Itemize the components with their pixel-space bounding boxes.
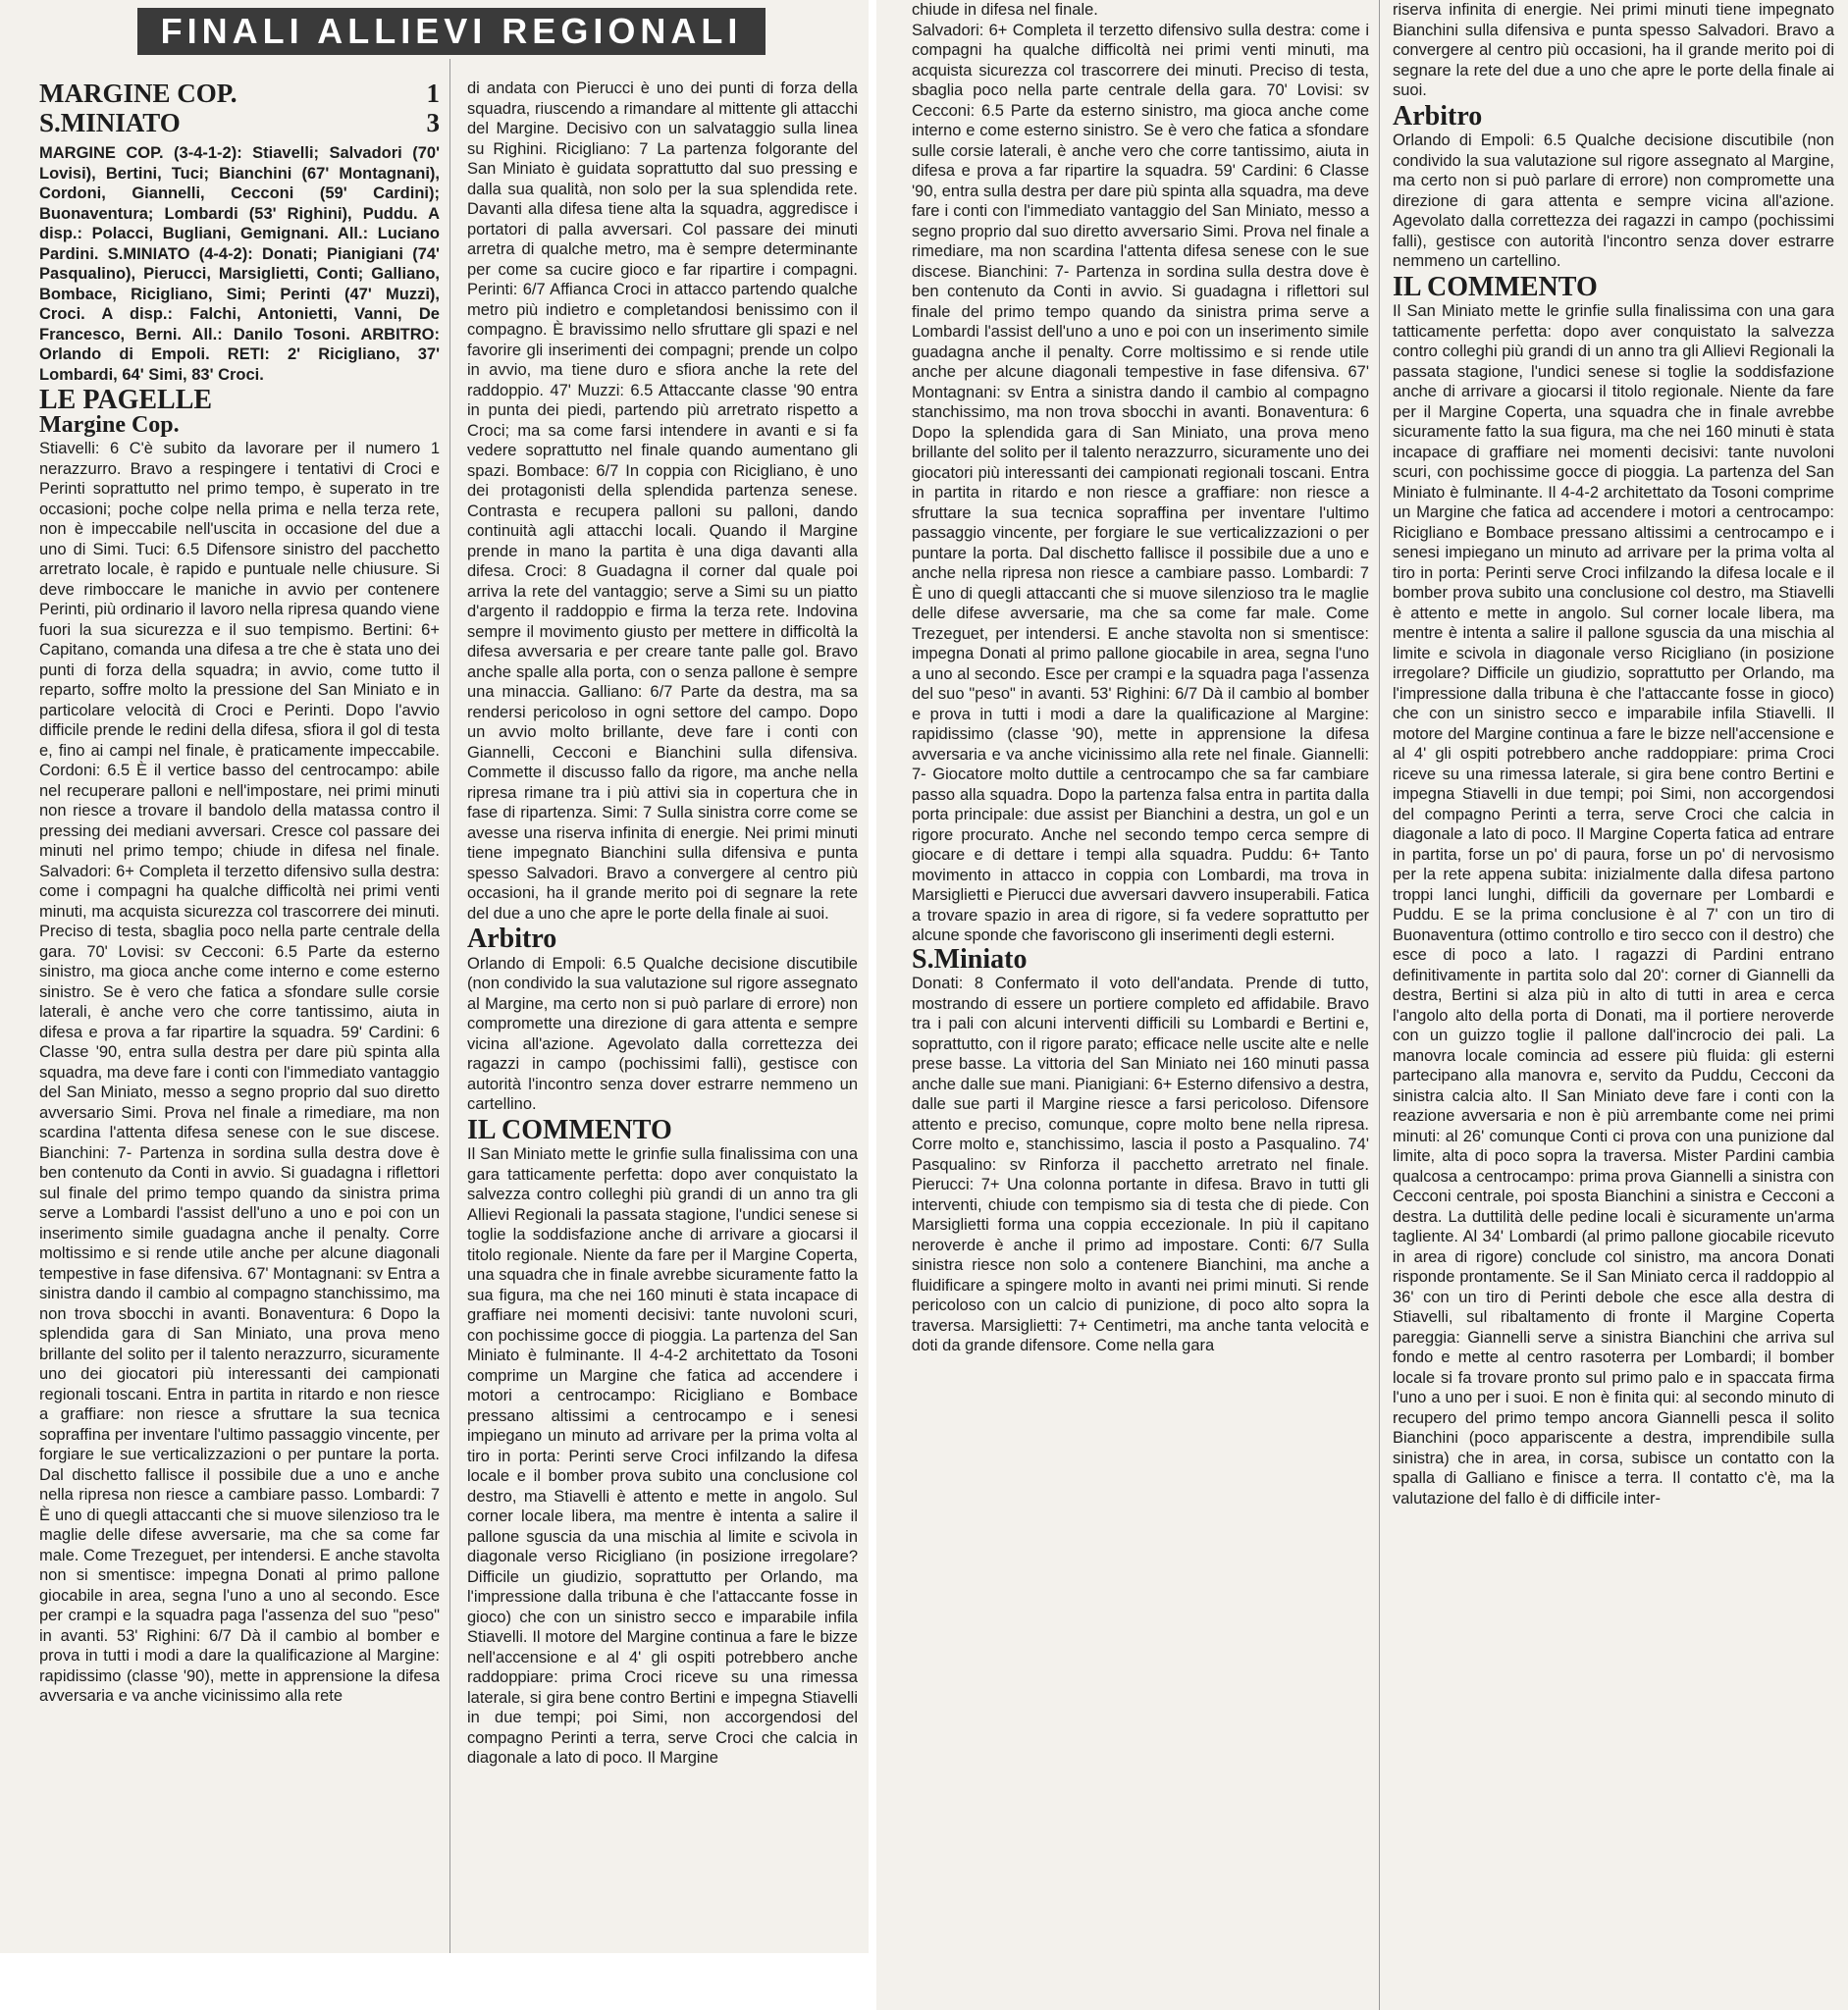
arbitro-text: Orlando di Empoli: 6.5 Qualche decisione discutibile (non condivido la sua valutazione sul rigore assegnato al Margine, ma certo non si può parlare di errore) non compromette una direzione di gara attenta e sempre vicina all'azione. Agevolato dalla correttezza dei ragazzi in campo (pochissimi falli), gestisce con autorità l'incontro senza dover estrarre nemmeno un cartellino.	[1393, 132, 1834, 270]
page-banner: FINALI ALLIEVI REGIONALI	[137, 8, 766, 55]
section-commento-heading: IL COMMENTO	[467, 1114, 672, 1145]
left-column-2	[461, 79, 864, 1769]
left-page-clipping	[0, 0, 869, 1953]
column-divider	[449, 59, 450, 1953]
section-pagelle-heading: LE PAGELLE	[39, 385, 213, 415]
ratings-sminiato-text: Donati: 8 Confermato il voto dell'andata. Prende di tutto, mostrando di essere un portiere completo ed affidabile. Bravo tra i pali con alcuni interventi difficili su Lombardi e Bertini e, soprattutto, con il rigore parato; efficace nelle uscite alte e nelle prese basse. La vittoria del San Miniato nei 160 minuti passa anche dalle sue mani. Pianigiani: 6+ Esterno difensivo a destra, dalle sue parti il Margine riesce a farsi pericoloso. Difensore attento e preciso, comunque, copre molto bene nella ripresa. Corre molto e, stanchissimo, lascia il posto a Pasqualino. 74' Pasqualino: sv Rinforza il pacchetto arretrato nel finale. Pierucci: 7+ Una colonna portante in difesa. Bravo in tutti gli interventi, chiude con tempismo sia di testa che di piede. Con Marsiglietti forma una coppia eccezionale. In più il capitano neroverde è anche il primo ad impostare. Conti: 6/7 Sulla sinistra riesce non solo a contenere Bianchini, ma anche a fluidificare a spingere molto in avanti nei primi minuti. Si rende pericoloso con un calcio di punizione, di poco alto sopra la traversa. Marsiglietti: 7+ Centimetri, ma anche tanta velocità e doti da grande difensore. Come nella gara	[912, 975, 1369, 1354]
score-away	[39, 108, 440, 137]
section-arbitro-heading: Arbitro	[1393, 100, 1483, 132]
arbitro-text: Orlando di Empoli: 6.5 Qualche decisione discutibile (non condivido la sua valutazione sul rigore assegnato al Margine, ma certo non si può parlare di errore) non compromette una direzione di gara attenta e sempre vicina all'azione. Agevolato dalla correttezza dei ragazzi in campo (pochissimi falli), gestisce con autorità l'incontro senza dover estrarre nemmeno un cartellino.	[467, 954, 858, 1113]
continued-text: riserva infinita di energie. Nei primi minuti tiene impegnato Bianchini sulla difensiva e punta spesso Salvadori. Bravo a convergere al centro più occasioni, ha il grande merito poi di segnare la rete del due a uno che apre le porte della finale ai suoi.	[1393, 1, 1834, 99]
column-divider	[1379, 0, 1380, 2010]
ratings-margine-text: Stiavelli: 6 C'è subito da lavorare per il numero 1 nerazzurro. Bravo a respingere i tentativi di Croci e Perinti soprattutto nel primo tempo, è superato in tre occasioni; poche colpe nella prima e nella terza rete, non è impeccabile nell'uscita in occasione del due a uno di Simi. Tuci: 6.5 Difensore sinistro del pacchetto arretrato locale, è rapido e puntuale nelle chiusure. Si deve rimboccare le maniche in avvio per contenere Perinti, più ordinario il lavoro nella ripresa quando viene fuori la sua sicurezza e il suo tempismo. Bertini: 6+ Capitano, comanda una difesa a tre che è stata uno dei punti di forza della squadra; in avvio, come tutto il reparto, soffre molto la pressione del San Miniato e in particolare velocità di Croci e Perinti. Dopo l'avvio difficile prende le redini della difesa, sfiora il gol di testa e, fino ai campi nel finale, è praticamente impeccabile. Cordoni: 6.5 È il vertice basso del centrocampo: abile nel recuperare palloni e nell'impostare, nei primi minuti non riesce a trovare il bandolo della matassa contro il pressing dei mediani avversari. Cresce col passare dei minuti nel primo tempo; chiude in difesa nel finale. Salvadori: 6+ Completa il terzetto difensivo sulla destra: come i compagni ha qualche difficoltà nei primi venti minuti, ma acquista sicurezza col trascorrere dei minuti. Preciso di testa, sbaglia poco nella parte centrale della gara. 70' Lovisi: sv Cecconi: 6.5 Parte da esterno sinistro, ma gioca anche come interno e come esterno sinistro. Se è vero che fatica a sfondare sulle corsie laterali, è anche vero che corre tantissimo, aiuta in difesa e prova a far ripartire la squadra. 59' Cardini: 6 Classe '90, entra sulla destra per dare più spinta alla squadra, ma deve fare i conti con l'immediato vantaggio del San Miniato, messo a segno proprio dal suo diretto avversario Simi. Prova nel finale a rimediare, ma non scardina l'attenta difesa senese con le sue discese. Bianchini: 7- Partenza in sordina sulla destra dove è ben contenuto da Conti in avvio. Si guadagna i riflettori sul finale del primo tempo quando da sinistra prima serve a Lombardi l'assist dell'uno a uno e poi con un inserimento simile guadagna anche il penalty. Corre moltissimo e si rende utile anche per alcune diagonali tempestive in fase difensiva. 67' Montagnani: sv Entra a sinistra dando il cambio al compagno stanchissimo, ma non trova sbocchi in avanti. Bonaventura: 6 Dopo la splendida gara di San Miniato, una prova meno brillante del solito per il talento nerazzurro, sicuramente uno dei giocatori più interessanti dei campionati regionali toscani. Entra in partita in ritardo e non riesce a graffiare: non riesce a sfruttare la sua tecnica sopraffina per inventare l'ultimo passaggio vincente, per forgiare le sue verticalizzazioni o per puntare la porta. Dal dischetto fallisce il possibile due a uno e anche nella ripresa non riesce a cambiare passo. Lombardi: 7 È uno di quegli attaccanti che si muove silenzioso tra le maglie delle difese avversarie, ma che sa come far male. Come Trezeguet, per intendersi. E anche stavolta non si smentisce: impegna Donati al primo pallone giocabile in area, segna l'uno a uno al secondo. Esce per crampi e la squadra paga l'assenza del suo "peso" in avanti. 53' Righini: 6/7 Dà il cambio al bomber e prova in tutti i modi a dare la qualificazione al Margine: rapidissimo (classe '90), mette in apprensione la difesa avversaria e va anche vicinissimo alla rete	[39, 440, 440, 1705]
section-arbitro-heading: Arbitro	[467, 924, 557, 954]
right-column-1	[906, 0, 1375, 1356]
right-column-2	[1387, 0, 1840, 1508]
ratings-sminiato-text: di andata con Pierucci è uno dei punti di forza della squadra, riuscendo a rimandare al mittente gli attacchi del Margine. Decisivo con un salvataggio sulla linea su Righini. Ricigliano: 7 La partenza folgorante del San Miniato è guidata soprattutto dal suo pressing e dalla sua qualità, non solo per la sua splendida rete. Davanti alla difesa tiene alta la squadra, aggredisce i portatori di palla avversari. Col passare dei minuti arretra di qualche metro, ma è sempre determinante per come sa cucire gioco e far ripartire i compagni. Perinti: 6/7 Affianca Croci in attacco partendo qualche metro più indietro e completandosi benissimo con il compagno. È bravissimo nello sfruttare gli spazi e nel favorire gli inserimenti dei compagni; prende un colpo in avvio, ma tiene duro e sfiora anche la rete del raddoppio. 47' Muzzi: 6.5 Attaccante classe '90 entra in punta dei piedi, partendo più arretrato rispetto a Croci; ma sa come farsi intendere in avanti e si fa vedere soprattutto nel finale quando aumentano gli spazi. Bombace: 6/7 In coppia con Ricigliano, è uno dei protagonisti della splendida partenza senese. Contrasta e recupera palloni su palloni, dando continuità agli attacchi locali. Quando il Margine prende in mano la partita è una diga davanti alla difesa. Croci: 8 Guadagna il corner dal quale poi arriva la rete del vantaggio; serve a Simi su un piatto d'argento il raddoppio e firma la terza rete. Indovina sempre il movimento giusto per mettere in difficoltà la difesa avversaria e per creare tante palle gol. Bravo anche spalle alla porta, con o senza pallone è sempre una minaccia. Galliano: 6/7 Parte da destra, ma sa rendersi pericoloso in ogni settore del campo. Dopo un avvio molto brillante, deve fare i conti con Giannelli, Cecconi e Bianchini sulla difensiva. Commette il discusso fallo da rigore, ma anche nella ripresa rimane tra i più attivi sia in copertura che in fase di ripartenza. Simi: 7 Sulla sinistra corre come se avesse una riserva infinita di energie. Nei primi minuti tiene impegnato Bianchini sulla difensiva e punta spesso Salvadori. Bravo a convergere al centro più occasioni, ha il grande merito poi di segnare la rete del due a uno che apre le porte della finale ai suoi.	[467, 79, 858, 923]
away-score: 3	[426, 108, 440, 137]
lineups-text: MARGINE COP. (3-4-1-2): Stiavelli; Salvadori (70' Lovisi), Bertini, Tuci; Bianchini (67' Montagnani), Cordoni, Giannelli, Cecconi (59' Cardini); Buonaventura; Lombardi (53' Righini), Puddu. A disp.: Polacci, Bugliani, Gemignani. All.: Luciano Pardini. S.MINIATO (4-4-2): Donati; Pianigiani (74' Pasqualino), Pierucci, Marsiglietti, Conti; Galliano, Bombace, Ricigliano, Simi; Perinti (47' Muzzi), Croci. A disp.: Falchi, Antonietti, Vanni, De Francesco, Berni. All.: Danilo Tosoni. ARBITRO: Orlando di Empoli. RETI: 2' Ricigliano, 37' Lombardi, 64' Simi, 83' Croci.	[39, 144, 440, 384]
ratings-margine-text: Salvadori: 6+ Completa il terzetto difensivo sulla destra: come i compagni ha qualche difficoltà nei primi venti minuti, ma acquista sicurezza col trascorrere dei minuti. Preciso di testa, sbaglia poco nella parte centrale della gara. 70' Lovisi: sv Cecconi: 6.5 Parte da esterno sinistro, ma gioca anche come interno e come esterno sinistro. Se è vero che fatica a sfondare sulle corsie laterali, è anche vero che corre tantissimo, aiuta in difesa e prova a far ripartire la squadra. 59' Cardini: 6 Classe '90, entra sulla destra per dare più spinta alla squadra, ma deve fare i conti con l'immediato vantaggio del San Miniato, messo a segno proprio dal suo diretto avversario Simi. Prova nel finale a rimediare, ma non scardina l'attenta difesa senese con le sue discese. Bianchini: 7- Partenza in sordina sulla destra dove è ben contenuto da Conti in avvio. Si guadagna i riflettori sul finale del primo tempo quando da sinistra prima serve a Lombardi l'assist dell'uno a uno e poi con un inserimento simile guadagna anche il penalty. Corre moltissimo e si rende utile anche per alcune diagonali tempestive in fase difensiva. 67' Montagnani: sv Entra a sinistra dando il cambio al compagno stanchissimo, ma non trova sbocchi in avanti. Bonaventura: 6 Dopo la splendida gara di San Miniato, una prova meno brillante del solito per il talento nerazzurro, sicuramente uno dei giocatori più interessanti dei campionati regionali toscani. Entra in partita in ritardo e non riesce a graffiare: non riesce a sfruttare la sua tecnica sopraffina per inventare l'ultimo passaggio vincente, per forgiare le sue verticalizzazioni o per puntare la porta. Dal dischetto fallisce il possibile due a uno e anche nella ripresa non riesce a cambiare passo. Lombardi: 7 È uno di quegli attaccanti che si muove silenzioso tra le maglie delle difese avversarie, ma che sa come far male. Come Trezeguet, per intendersi. E anche stavolta non si smentisce: impegna Donati al primo pallone giocabile in area, segna l'uno a uno al secondo. Esce per crampi e la squadra paga l'assenza del suo "peso" in avanti. 53' Righini: 6/7 Dà il cambio al bomber e prova in tutti i modi a dare la qualificazione al Margine: rapidissimo (classe '90), mette in apprensione la difesa avversaria e va anche vicinissimo alla rete nel finale. Giannelli: 7- Giocatore molto duttile a centrocampo che sa far cambiare passo alla squadra. Dopo la partenza falsa entra in partita dalla porta principale: due assist per Bianchini a destra, un gol e un rigore procurato. Anche nel secondo tempo cerca sempre di giocare e di dettare i tempi alla squadra. Puddu: 6+ Tanto movimento in attacco in coppia con Lombardi, ma trova in Marsiglietti e Pierucci due avversari davvero insuperabili. Fatica a trovare spazio in area di rigore, si fa vedere soprattutto per alcune sponde che favoriscono gli inserimenti degli esterni.	[912, 21, 1369, 944]
score-home	[39, 79, 440, 108]
home-score: 1	[426, 79, 440, 108]
home-team-name: MARGINE COP.	[39, 79, 238, 108]
team-sminiato-heading: S.Miniato	[912, 943, 1028, 975]
team-margine-heading: Margine Cop.	[39, 411, 180, 438]
right-page-clipping	[876, 0, 1848, 2010]
continued-text: chiude in difesa nel finale.	[912, 1, 1098, 19]
left-column-1	[33, 79, 446, 1707]
commento-text: Il San Miniato mette le grinfie sulla finalissima con una gara tatticamente perfetta: dopo aver conquistato la salvezza contro colleghi più grandi di un anno tra gli Allievi Regionali la passata stagione, l'undici senese si toglie la soddisfazione anche di arrivare a giocarsi il titolo regionale. Niente da fare per il Margine Coperta, una squadra che in finale avrebbe sicuramente fatto la sua figura, ma che nei 160 minuti è stata incapace di graffiare nei momenti decisivi: tante nuvoloni scuri, con pochissime gocce di pioggia. La partenza del San Miniato è fulminante. Il 4-4-2 architettato da Tosoni comprime un Margine che fatica ad accendere i motori a centrocampo: Ricigliano e Bombace pressano altissimi a centrocampo e i senesi impiegano un minuto ad arrivare per la prima volta al tiro in porta: Perinti serve Croci infilzando la difesa locale e il bomber prova subito una conclusione col destro, ma Stiavelli è attento e mette in angolo. Sul corner locale libera, ma mentre è intenta a salire il pallone sguscia da una mischia al limite e scivola in diagonale verso Ricigliano (in posizione irregolare? Difficile un giudizio, soprattutto per Orlando, ma l'impressione dalla tribuna è che l'attaccante fosse in gioco) che con un sinistro secco e imparabile infila Stiavelli. Il motore del Margine continua a fare le bizze nell'accensione e al 4' gli ospiti potrebbero anche raddoppiare: prima Croci riceve su una rimessa laterale, si gira bene contro Bertini e impegna Stiavelli in due tempi; poi Simi, non accorgendosi del compagno Perinti a terra, serve Croci che calcia in diagonale a lato di poco. Il Margine	[467, 1145, 858, 1767]
away-team-name: S.MINIATO	[39, 108, 181, 137]
section-commento-heading: IL COMMENTO	[1393, 271, 1598, 302]
commento-text: Il San Miniato mette le grinfie sulla finalissima con una gara tatticamente perfetta: dopo aver conquistato la salvezza contro colleghi più grandi di un anno tra gli Allievi Regionali la passata stagione, l'undici senese si toglie la soddisfazione anche di arrivare a giocarsi il titolo regionale. Niente da fare per il Margine Coperta, una squadra che in finale avrebbe sicuramente fatto la sua figura, ma che nei 160 minuti è stata incapace di graffiare nei momenti decisivi: tante nuvoloni scuri, con pochissime gocce di pioggia. La partenza del San Miniato è fulminante. Il 4-4-2 architettato da Tosoni comprime un Margine che fatica ad accendere i motori a centrocampo: Ricigliano e Bombace pressano altissimi a centrocampo e i senesi impiegano un minuto ad arrivare per la prima volta al tiro in porta: Perinti serve Croci infilzando la difesa locale e il bomber prova subito una conclusione col destro, ma Stiavelli è attento e mette in angolo. Sul corner locale libera, ma mentre è intenta a salire il pallone sguscia da una mischia al limite e scivola in diagonale verso Ricigliano (in posizione irregolare? Difficile un giudizio, soprattutto per Orlando, ma l'impressione dalla tribuna è che l'attaccante fosse in gioco) che con un sinistro secco e imparabile infila Stiavelli. Il motore del Margine continua a fare le bizze nell'accensione e al 4' gli ospiti potrebbero anche raddoppiare: prima Croci riceve su una rimessa laterale, si gira bene contro Bertini e impegna Stiavelli in due tempi; poi Simi, non accorgendosi del compagno Perinti a terra, serve Croci che calcia in diagonale a lato di poco. Il Margine Coperta fatica ad entrare in partita, forse un po' di paura, forse un po' di nervosismo per la rete appena subita: inizialmente dalla difesa partono troppi lanci lunghi, difficili da governare per Lombardi e Puddu. E se la prima conclusione è al 7' con un tiro di Buonaventura (ottimo controllo e tiro secco con il destro) che esce di poco a lato. I ragazzi di Pardini entrano definitivamente in partita solo dal 20': corner di Giannelli da destra, Bertini si alza più in alto di tutti in area e cerca l'angolo alto della porta di Donati, ma il portiere neroverde con un guizzo toglie il pallone dall'incrocio dei pali. La manovra locale comincia ad essere più fluida: gli esterni partecipano alla manovra e, servito da Puddu, Cecconi da sinistra calcia alto. Il San Miniato deve fare i conti con la reazione avversaria e non è più arrembante come nei primi minuti: al 26' comunque Conti ci prova con una punizione dal limite, alta di poco sopra la traversa. Mister Pardini cambia qualcosa a centrocampo: prima prova Giannelli a sinistra con Cecconi centrale, poi sposta Bianchini a sinistra e Cecconi a destra. La duttilità delle pedine locali è sicuramente un'arma tagliente. Al 34' Lombardi (al primo pallone giocabile ricevuto in area di rigore) conclude col sinistro, ma ancora Donati risponde prontamente. Se il San Miniato cerca il raddoppio al 36' con un tiro di Perinti debole che esce alla destra di Stiavelli, sul ribaltamento di fronte il Margine Coperta pareggia: Giannelli serve a sinistra Bianchini che arriva sul fondo e mette al centro rasoterra per Lombardi; il bomber locale si fa trovare pronto sul primo palo e in spaccata firma l'uno a uno per i suoi. E non è finita qui: al secondo minuto di recupero del primo tempo ancora Giannelli pesca il solito Bianchini (poco appariscente a destra, imprendibile sulla sinistra) che in area, in corsa, subisce un contatto con la spalla di Galliano e finisce a terra. Il contatto c'è, ma la valutazione del fallo è di difficile inter-	[1393, 302, 1834, 1508]
